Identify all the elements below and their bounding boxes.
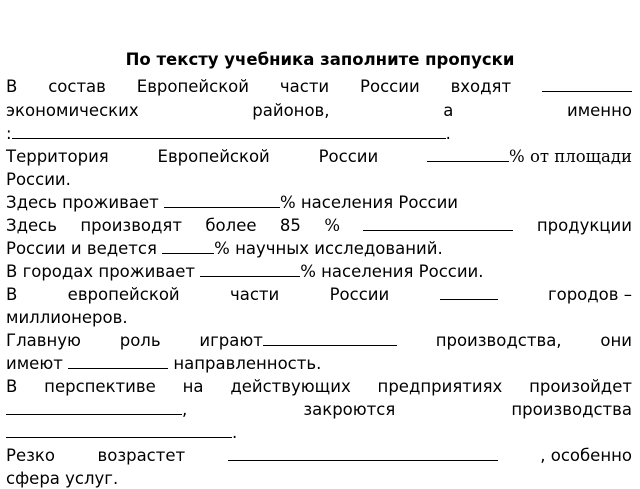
text-line-4 — [6, 147, 632, 167]
fill-blank[interactable] — [200, 262, 300, 277]
text-line-9 — [6, 262, 632, 282]
word: действующих — [230, 377, 351, 396]
text-fragment: миллионеров. — [6, 308, 128, 327]
word: Европейской — [157, 147, 270, 166]
text-line-18 — [6, 469, 632, 489]
word: % — [324, 216, 340, 235]
text-line-5 — [6, 170, 632, 190]
word: Резко — [6, 446, 55, 465]
word: входят — [450, 77, 512, 96]
word: части — [279, 77, 330, 96]
word: они — [600, 331, 632, 350]
text-fragment: имеют — [6, 354, 69, 373]
text-fragment: % населения России — [279, 193, 459, 212]
fill-blank[interactable] — [440, 285, 498, 300]
text-line-6 — [6, 193, 632, 213]
word: В — [6, 377, 18, 396]
word: России — [329, 285, 390, 304]
word: части — [229, 285, 280, 304]
text-fragment: В городах проживает — [6, 262, 201, 281]
fill-blank[interactable] — [542, 77, 632, 92]
fill-blank[interactable] — [427, 147, 509, 162]
word: произойдет — [529, 377, 632, 396]
word: играют — [199, 331, 263, 350]
word: Главную — [6, 331, 81, 350]
fill-blank[interactable] — [228, 446, 498, 461]
text-line-10 — [6, 285, 632, 305]
text-line-7 — [6, 216, 632, 236]
text-fragment: сфера услуг. — [6, 469, 119, 488]
word: возрастет — [97, 446, 186, 465]
text-fragment: % научных исследований. — [214, 239, 443, 258]
text-line-13 — [6, 354, 632, 374]
word: Здесь — [6, 216, 57, 235]
word: России — [318, 147, 379, 166]
word: экономических — [6, 101, 139, 120]
fill-blank[interactable] — [68, 354, 168, 369]
word: производства — [511, 400, 632, 419]
text-line-16 — [6, 423, 632, 443]
word: а — [443, 101, 454, 120]
text-fragment: . — [445, 124, 451, 143]
word: на — [182, 377, 204, 396]
fill-blank[interactable] — [12, 124, 446, 139]
fill-blank[interactable] — [162, 239, 214, 254]
text-fragment: направленность. — [168, 354, 322, 373]
worksheet-title: По тексту учебника заполните пропуски — [125, 50, 515, 69]
word: роль — [119, 331, 161, 350]
text-line-14 — [6, 377, 632, 397]
fill-blank[interactable] — [6, 400, 182, 415]
word: именно — [566, 101, 632, 120]
text-fragment: России. — [6, 170, 71, 189]
word: европейской — [67, 285, 180, 304]
text-line-8 — [6, 239, 632, 259]
word: городов – — [547, 285, 632, 304]
word: перспективе — [44, 377, 156, 396]
word: районов, — [252, 101, 330, 120]
text-line-1 — [6, 77, 632, 97]
word: состав — [48, 77, 106, 96]
word: России — [360, 77, 420, 96]
text-fragment: % населения России. — [300, 262, 484, 281]
text-fragment: России и ведется — [6, 239, 163, 258]
text-fragment: Здесь проживает — [6, 193, 164, 212]
fill-blank[interactable] — [363, 216, 513, 231]
text-fragment: % от площади — [509, 147, 632, 166]
word: Европейской — [136, 77, 250, 96]
word: 85 — [279, 216, 301, 235]
fill-blank[interactable] — [263, 331, 397, 346]
text-line-15 — [6, 400, 632, 420]
word: продукции — [536, 216, 632, 235]
text-line-3 — [6, 124, 632, 144]
text-line-17 — [6, 446, 632, 466]
word: В — [6, 77, 18, 96]
word: Территория — [6, 147, 109, 166]
text-line-2 — [6, 101, 632, 121]
word: предприятиях — [377, 377, 503, 396]
word: закроются — [303, 400, 396, 419]
text-fragment: . — [232, 423, 238, 442]
fill-blank[interactable] — [164, 193, 280, 208]
fill-blank[interactable] — [6, 423, 232, 438]
word: В — [6, 285, 18, 304]
word: более — [205, 216, 257, 235]
text-line-11 — [6, 308, 632, 328]
text-fragment: : — [6, 124, 12, 143]
word: производства, — [435, 331, 562, 350]
text-line-12 — [6, 331, 632, 351]
word: производят — [80, 216, 182, 235]
word: , особенно — [540, 446, 632, 465]
text-fragment: , — [182, 400, 188, 419]
